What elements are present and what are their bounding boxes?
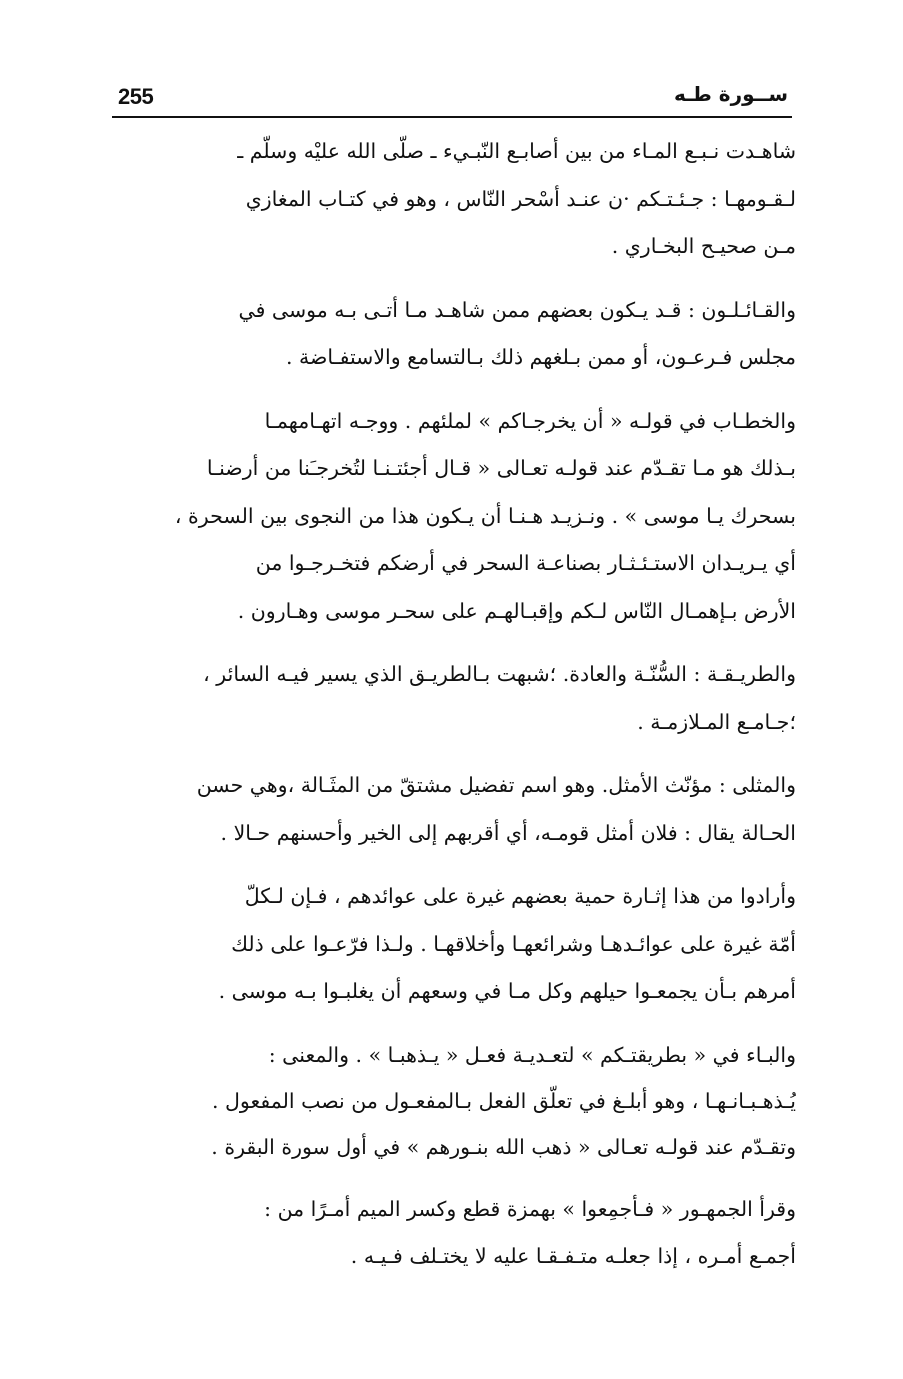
paragraph-4 — [112, 651, 796, 746]
text-line: أي يـريـدان الاستـئـثـار بصناعـة السحر في أرضكم فتخـرجـوا من — [255, 551, 796, 575]
text-line: ؛جـامـع المـلازمـة . — [637, 709, 796, 734]
text-line: بسحرك يـا موسى » . ونـزيـد هـنـا أن يـكون هذا من النجوى بين السحرة ، — [174, 503, 796, 528]
text-line: وقرأ الجمهـور « فـأجمِعوا » بهمزة قطع وكسر الميم أمـرًا من : — [264, 1196, 796, 1221]
text-line: مجلس فـرعـون، أو ممن بـلغهم ذلك بـالتسامع والاستفـاضة . — [285, 345, 796, 369]
header-divider — [112, 116, 792, 118]
text-line: أجمـع أمـره ، إذا جعلـه متـفـقـا عليه لا يختـلف فـيـه . — [350, 1244, 796, 1268]
text-line: الحـالة يقال : فلان أمثل قومـه، أي أقربهم إلى الخير وأحسنهم حـالا . — [220, 820, 796, 845]
text-line: وتقـدّم عند قولـه تعـالى « ذهب الله بنـورهم » في أول سورة البقرة . — [211, 1134, 796, 1159]
surah-title: ســورة طـه — [674, 82, 788, 106]
paragraph-8 — [112, 1186, 796, 1281]
page-number: 255 — [118, 84, 154, 109]
text-line: وأرادوا من هذا إثـارة حمية بعضهم غيرة على عوائدهم ، فـإن لـكلّ — [244, 884, 796, 908]
text-line: بـذلك هو مـا تقـدّم عند قولـه تعـالى « قـال أجئتـنـا لتُخرجـَنا من أرضنـا — [206, 456, 796, 480]
text-line: والطريـقـة : السُّنّـة والعادة. ؛شبهت بـالطريـق الذي يسير فيـه السائر ، — [203, 662, 796, 686]
text-line: الأرض بـإهمـال النّاس لـكم وإقبـالهـم على سحـر موسى وهـارون . — [237, 598, 796, 623]
text-line: لـقـومهـا : جـئـتـكم ·ن عنـد أسْحر النّاس ، وهو في كتـاب المغازي — [245, 186, 796, 211]
paragraph-7 — [112, 1032, 796, 1170]
text-line: مـن صحيـح البخـاري . — [611, 234, 796, 258]
paragraph-3 — [112, 398, 796, 636]
paragraph-2 — [112, 287, 796, 382]
text-line: والمثلى : مؤنّث الأمثل. وهو اسم تفضيل مشتقّ من المثَـالة ،وهي حسن — [196, 773, 796, 797]
paragraph-5 — [112, 762, 796, 857]
text-line: والقـائـلـون : قـد يـكون بعضهم ممن شاهـد مـا أتـى بـه موسى في — [238, 297, 796, 322]
paragraph-1 — [112, 128, 796, 271]
page-body — [112, 128, 796, 1297]
text-line: والبـاء في « بطريقتـكم » لتعـديـة فعـل « يـذهبـا » . والمعنى : — [268, 1042, 796, 1067]
text-line: والخطـاب في قولـه « أن يخرجـاكم » لملئهم . ووجـه اتهـامهمـا — [264, 408, 796, 433]
page-header — [112, 82, 792, 118]
text-line: يُـذهـبـانـهـا ، وهو أبلـغ في تعلّق الفعل بـالمفعـول من نصب المفعول . — [212, 1088, 796, 1113]
paragraph-6 — [112, 873, 796, 1016]
text-line: أمرهم بـأن يجمعـوا حيلهم وكل مـا في وسعهم أن يغلبـوا بـه موسى . — [218, 979, 796, 1003]
text-line: أمّة غيرة على عوائـدهـا وشرائعهـا وأخلاقهـا . ولـذا فرّعـوا على ذلك — [231, 931, 796, 956]
text-line: شاهـدت نـبـع المـاء من بين أصابـع النّبـيء ـ صلّى الله عليْه وسلّم ـ — [237, 139, 796, 163]
